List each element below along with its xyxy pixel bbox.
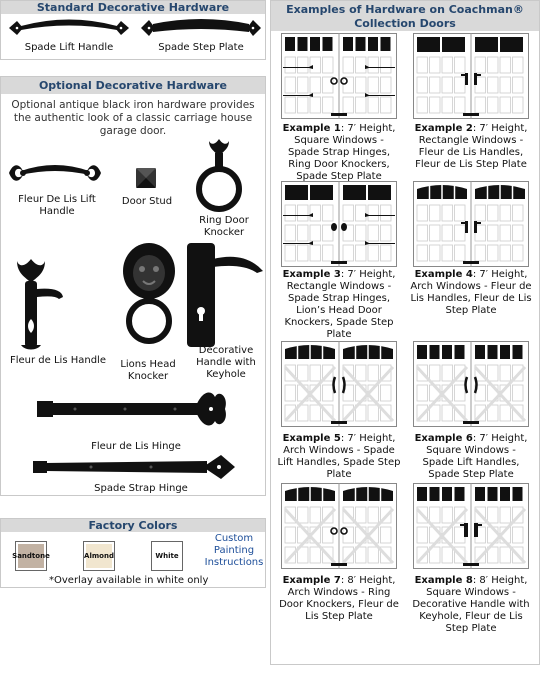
- example-1-caption: [277, 123, 401, 183]
- standard-hardware-title: Standard Decorative Hardware: [1, 1, 265, 14]
- example-6-title: Example 6: [414, 433, 473, 444]
- example-8-title: Example 8: [414, 575, 473, 586]
- fleur-de-lis-hinge-icon: [35, 387, 231, 431]
- optional-hardware-title: Optional Decorative Hardware: [1, 77, 265, 94]
- example-7-card[interactable]: [277, 483, 401, 633]
- spade-lift-handle-icon: [7, 17, 131, 39]
- example-4-card[interactable]: [409, 181, 533, 331]
- decorative-handle-with-keyhole-label: Decorative Handle with Keyhole: [196, 345, 256, 380]
- fleur-de-lis-handle-label: Fleur de Lis Handle: [10, 355, 106, 366]
- example-7-caption: [277, 575, 401, 623]
- optional-hardware-panel: [0, 76, 266, 496]
- example-6-description: : 7′ Height, Square Windows - Spade Lift Handles, Spade Step Plate: [422, 433, 528, 480]
- example-1-title: Example 1: [282, 123, 341, 134]
- spade-lift-handle-label: Spade Lift Handle: [24, 42, 114, 53]
- example-5-description: : 7′ Height, Arch Windows - Spade Lift Handles, Spade Step Plate: [277, 433, 401, 480]
- example-8-door-image: [413, 483, 529, 569]
- standard-hardware-panel: [0, 0, 266, 60]
- example-4-caption: [409, 269, 533, 317]
- example-4-description: : 7′ Height, Arch Windows - Fleur de Lis Handles, Fleur de Lis Step Plate: [410, 269, 532, 316]
- example-5-caption: [277, 433, 401, 481]
- example-7-description: : 8′ Height, Arch Windows - Ring Door Knockers, Fleur de Lis Step Plate: [279, 575, 399, 622]
- swatch-sandtone[interactable]: [12, 541, 50, 571]
- example-1-door-image: [281, 33, 397, 119]
- fleur-de-lis-handle-icon: [15, 257, 65, 353]
- example-6-caption: [409, 433, 533, 481]
- custom-painting-instructions-link[interactable]: Custom Painting Instructions: [204, 533, 264, 568]
- example-3-description: : 7′ Height, Rectangle Windows -Spade Strap Hinges, Lion’s Head Door Knockers, Spade Step Plate: [284, 269, 396, 340]
- example-6-door-image: [413, 341, 529, 427]
- example-5-title: Example 5: [282, 433, 341, 444]
- example-1-card[interactable]: [277, 33, 401, 183]
- factory-colors-title: Factory Colors: [1, 519, 265, 532]
- ring-door-knocker-label: Ring Door Knocker: [199, 215, 249, 238]
- example-4-door-image: [413, 181, 529, 267]
- example-3-door-image: [281, 181, 397, 267]
- swatch-almond-label: Almond: [86, 544, 112, 568]
- example-5-door-image: [281, 341, 397, 427]
- example-8-description: : 8′ Height, Square Windows - Decorative Handle with Keyhole, Fleur de Lis Step Plate: [412, 575, 530, 634]
- example-3-caption: [277, 269, 401, 341]
- spade-strap-hinge-icon: [31, 453, 237, 481]
- swatch-sandtone-label: Sandtone: [18, 544, 44, 568]
- example-7-door-image: [281, 483, 397, 569]
- fleur-de-lis-hinge-label: Fleur de Lis Hinge: [91, 441, 181, 452]
- optional-hardware-description: Optional antique black iron hardware provides the authentic look of a classic carriage house garage door.: [11, 99, 255, 137]
- lions-head-knocker-icon: [121, 241, 177, 349]
- swatch-white-label: White: [154, 544, 180, 568]
- example-3-card[interactable]: [277, 181, 401, 340]
- spade-step-plate-label: Spade Step Plate: [158, 42, 244, 53]
- swatch-white[interactable]: [151, 541, 183, 571]
- door-stud-icon: [135, 167, 157, 189]
- fleur-de-lis-lift-handle-icon: [5, 157, 105, 189]
- spade-step-plate-icon: [139, 16, 263, 40]
- example-2-card[interactable]: [409, 33, 533, 183]
- overlay-note: *Overlay available in white only: [49, 575, 209, 586]
- spade-strap-hinge-label: Spade Strap Hinge: [94, 483, 188, 494]
- factory-colors-panel: [0, 518, 266, 588]
- swatch-almond[interactable]: [83, 541, 115, 571]
- example-2-title: Example 2: [414, 123, 473, 134]
- example-1-description: : 7′ Height, Square Windows - Spade Strap Hinges, Ring Door Knockers, Spade Step Plate: [287, 123, 396, 182]
- examples-title: Examples of Hardware on Coachman® Collection Doors: [271, 1, 539, 31]
- examples-panel: [270, 0, 540, 665]
- example-2-caption: [409, 123, 533, 171]
- example-4-title: Example 4: [414, 269, 473, 280]
- example-7-title: Example 7: [282, 575, 341, 586]
- example-2-door-image: [413, 33, 529, 119]
- decorative-handle-with-keyhole-icon: [185, 241, 265, 349]
- lions-head-knocker-label: Lions Head Knocker: [120, 359, 176, 382]
- example-8-caption: [409, 575, 533, 635]
- example-8-card[interactable]: [409, 483, 533, 633]
- example-6-card[interactable]: [409, 341, 533, 491]
- door-stud-label: Door Stud: [121, 196, 173, 207]
- example-2-description: : 7′ Height, Rectangle Windows - Fleur de Lis Handles, Fleur de Lis Step Plate: [415, 123, 528, 170]
- example-3-title: Example 3: [282, 269, 341, 280]
- example-5-card[interactable]: [277, 341, 401, 491]
- fleur-de-lis-lift-handle-label: Fleur De Lis Lift Handle: [18, 194, 96, 217]
- ring-door-knocker-icon: [193, 137, 245, 215]
